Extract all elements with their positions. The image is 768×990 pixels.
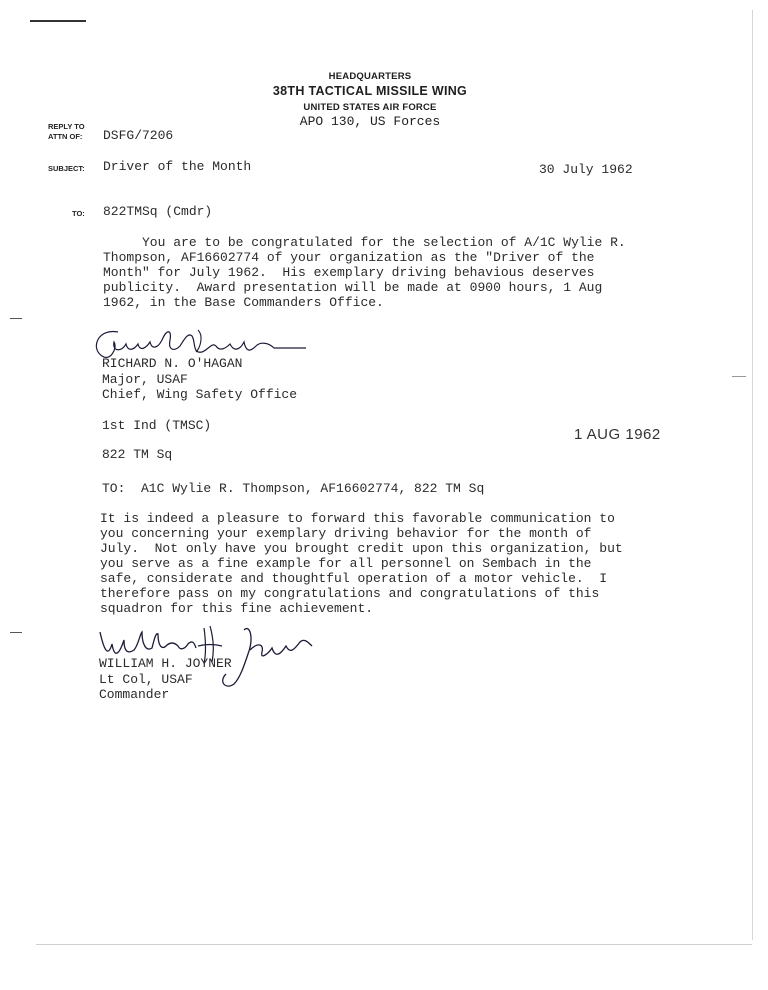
paper-edge-bottom: [36, 944, 752, 945]
body-line: squadron for this fine achievement.: [100, 601, 374, 616]
margin-tick: [732, 376, 746, 377]
body-line: safe, considerate and thoughtful operation of a motor vehicle. I: [100, 571, 608, 586]
margin-tick: [10, 632, 22, 633]
body-line: Month" for July 1962. His exemplary driving behavious deserves: [103, 265, 595, 280]
indorsement-unit: 822 TM Sq: [102, 447, 173, 462]
office-symbol: DSFG/7206: [103, 128, 174, 143]
signer-1-name: RICHARD N. O'HAGAN: [102, 356, 243, 371]
margin-tick: [10, 318, 22, 319]
body-line: publicity. Award presentation will be made at 0900 hours, 1 Aug: [103, 280, 603, 295]
letterhead-apo: APO 130, US Forces: [299, 114, 441, 129]
indorsement-to: TO: A1C Wylie R. Thompson, AF16602774, 822 TM Sq: [102, 481, 485, 496]
subject-label: SUBJECT:: [48, 164, 85, 173]
signer-1-rank: Major, USAF: [102, 372, 188, 387]
body-line: July. Not only have you brought credit upon this organization, but: [100, 541, 623, 556]
body-line: Thompson, AF16602774 of your organization as the "Driver of the: [103, 250, 595, 265]
subject-text: Driver of the Month: [103, 159, 252, 174]
signer-2-rank: Lt Col, USAF: [99, 672, 193, 687]
signer-2-name: WILLIAM H. JOYNER: [99, 656, 232, 671]
reply-to-label: REPLY TO: [48, 122, 85, 131]
indorsement-line: 1st Ind (TMSC): [102, 418, 212, 433]
letterhead-wing: 38TH TACTICAL MISSILE WING: [272, 84, 468, 98]
to-label: TO:: [72, 209, 85, 218]
body-line: 1962, in the Base Commanders Office.: [103, 295, 384, 310]
paper-edge-right: [752, 10, 753, 940]
signer-2-title: Commander: [99, 687, 170, 702]
corner-mark: [30, 20, 86, 22]
signer-1-title: Chief, Wing Safety Office: [102, 387, 298, 402]
body-line: It is indeed a pleasure to forward this favorable communication to: [100, 511, 615, 526]
body-line: you serve as a fine example for all personnel on Sembach in the: [100, 556, 592, 571]
body-paragraph-2: [100, 511, 623, 616]
attn-of-label: ATTN OF:: [48, 132, 83, 141]
letterhead-headquarters: HEADQUARTERS: [328, 71, 412, 82]
body-line: you concerning your exemplary driving behavior for the month of: [100, 526, 592, 541]
body-line: You are to be congratulated for the selection of A/1C Wylie R.: [103, 235, 626, 250]
letterhead-service: UNITED STATES AIR FORCE: [303, 102, 437, 113]
body-line: therefore pass on my congratulations and congratulations of this: [100, 586, 600, 601]
addressee: 822TMSq (Cmdr): [103, 204, 213, 219]
body-paragraph-1: [103, 235, 626, 310]
date-stamp: 1 AUG 1962: [574, 426, 661, 443]
letter-date: 30 July 1962: [539, 162, 633, 177]
